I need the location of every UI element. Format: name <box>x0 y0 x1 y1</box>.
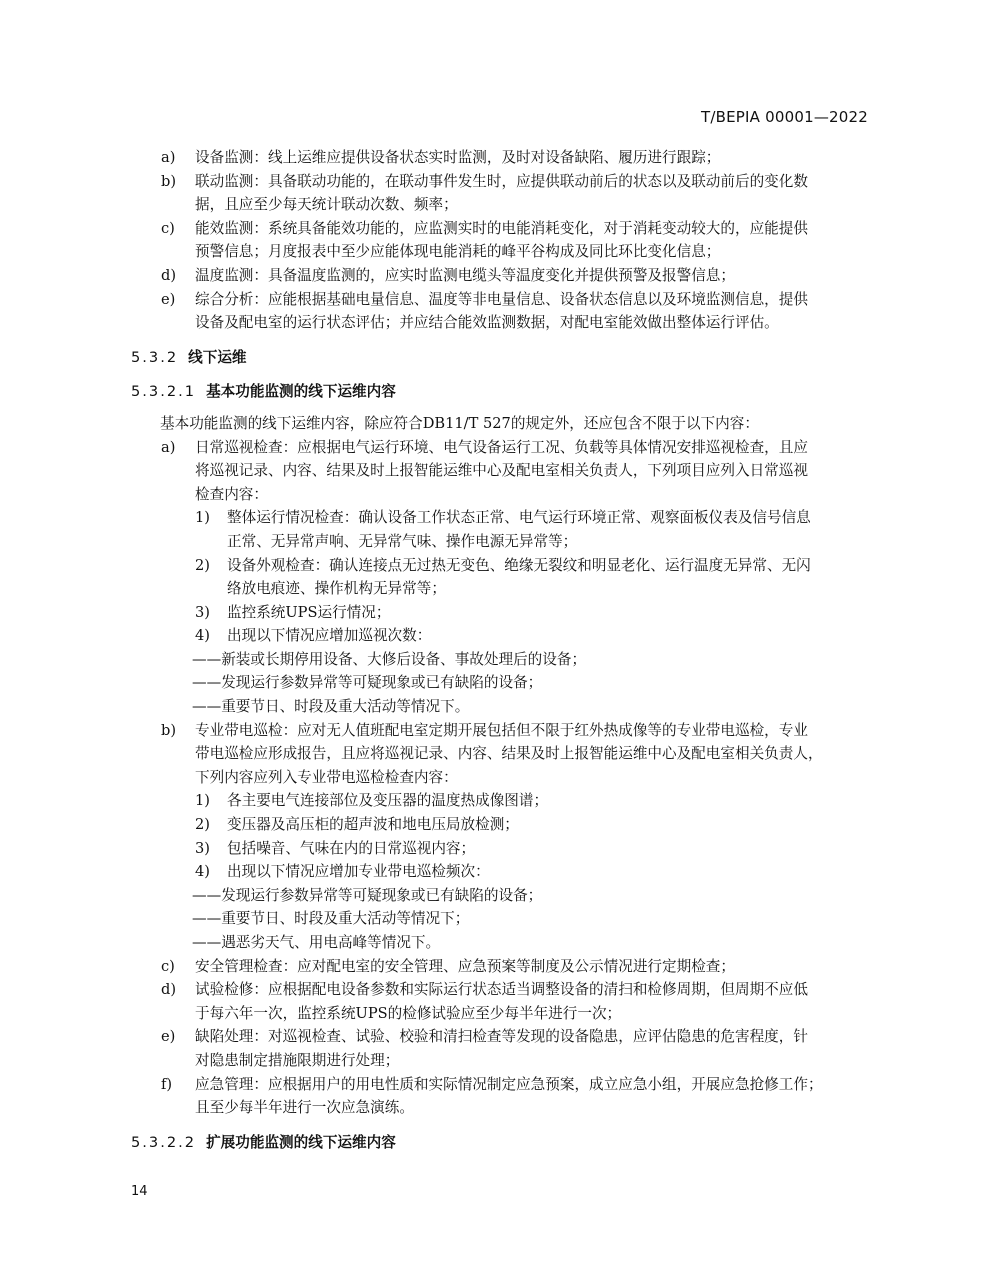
sub-text: 正常、无异常声响、无异常气味、操作电源无异常等； <box>227 532 578 550</box>
sub-text: 络放电痕迹、操作机构无异常等； <box>227 580 446 598</box>
sub-label: 4) <box>195 863 210 881</box>
item-text-cont <box>131 1096 871 1120</box>
dash-text: ——发现运行参数异常等可疑现象或已有缺陷的设备； <box>192 674 543 692</box>
item-text: 带电巡检应形成报告，且应将巡视记录、内容、结果及时上报智能运维中心及配电室相关负责人， <box>195 745 823 763</box>
dash-text: ——新装或长期停用设备、大修后设备、事故处理后的设备； <box>192 650 587 668</box>
item-text: 联动监测：具备联动功能的，在联动事件发生时，应提供联动前后的状态以及联动前后的变化数 <box>195 172 808 190</box>
list-item-live-inspection <box>131 719 871 955</box>
sub-text-cont <box>131 530 871 554</box>
list-item <box>131 170 871 194</box>
sub-text: 出现以下情况应增加专业带电巡检频次： <box>227 863 490 881</box>
item-text: 日常巡视检查：应根据电气运行环境、电气设备运行工况、负载等具体情况安排巡视检查，且应 <box>195 438 808 456</box>
section-title: 基本功能监测的线下运维内容 <box>206 383 396 401</box>
sub-item <box>131 624 871 648</box>
section-heading-5-3-2-2 <box>131 1131 871 1155</box>
sub-label: 1) <box>195 509 210 527</box>
section-heading-5-3-2-1 <box>131 380 871 404</box>
item-label: c) <box>161 219 175 237</box>
item-text: 能效监测：系统具备能效功能的，应监测实时的电能消耗变化，对于消耗变动较大的，应能提供 <box>195 219 808 237</box>
list-tail <box>131 955 871 1120</box>
section-title: 扩展功能监测的线下运维内容 <box>206 1133 396 1151</box>
sub-item <box>131 601 871 625</box>
item-label: e) <box>161 290 176 308</box>
item-text-cont <box>131 311 871 335</box>
dash-item <box>131 648 871 672</box>
item-label: b) <box>161 721 177 739</box>
item-text: 据，且应至少每天统计联动次数、频率； <box>195 196 458 214</box>
item-text-cont <box>131 459 871 483</box>
list-item <box>131 146 871 170</box>
item-label: a) <box>161 438 176 456</box>
item-text: 缺陷处理：对巡视检查、试验、校验和清扫检查等发现的设备隐患，应评估隐患的危害程度，针 <box>195 1028 808 1046</box>
item-text-cont <box>131 742 871 766</box>
list-item <box>131 288 871 312</box>
item-text: 将巡视记录、内容、结果及时上报智能运维中心及配电室相关负责人，下列项目应列入日常巡视 <box>195 462 808 480</box>
item-text-cont <box>131 240 871 264</box>
item-text: 预警信息；月度报表中至少应能体现电能消耗的峰平谷构成及同比环比变化信息； <box>195 243 721 261</box>
item-text-cont <box>131 1002 871 1026</box>
list-online-monitoring <box>131 146 871 335</box>
sub-item <box>131 837 871 861</box>
sub-item <box>131 860 871 884</box>
list-item-daily-inspection <box>131 436 871 719</box>
dash-text: ——重要节日、时段及重大活动等情况下； <box>192 910 470 928</box>
sub-text: 整体运行情况检查：确认设备工作状态正常、电气运行环境正常、观察面板仪表及信号信息 <box>227 509 811 527</box>
section-number: 5.3.2 <box>131 348 179 366</box>
sub-label: 3) <box>195 839 210 857</box>
sub-item <box>131 789 871 813</box>
item-text: 于每六年一次，监控系统UPS的检修试验应至少每半年进行一次； <box>195 1004 622 1022</box>
dash-text: ——重要节日、时段及重大活动等情况下。 <box>192 698 470 716</box>
list-item <box>131 1025 871 1049</box>
section-number: 5.3.2.1 <box>131 383 197 401</box>
item-text: 综合分析：应能根据基础电量信息、温度等非电量信息、设备状态信息以及环境监测信息，提供 <box>195 290 808 308</box>
page-content <box>131 146 871 1154</box>
item-label: a) <box>161 149 176 166</box>
item-label: c) <box>161 957 175 975</box>
sub-text: 设备外观检查：确认连接点无过热无变色、绝缘无裂纹和明显老化、运行温度无异常、无闪 <box>227 556 811 574</box>
sub-text-cont <box>131 577 871 601</box>
item-text: 设备监测：线上运维应提供设备状态实时监测，及时对设备缺陷、履历进行跟踪； <box>195 149 721 166</box>
sub-label: 2) <box>195 816 210 834</box>
sub-text: 监控系统UPS运行情况； <box>227 603 391 621</box>
item-text-cont <box>131 483 871 507</box>
list-item <box>131 217 871 241</box>
item-label: d) <box>161 266 177 284</box>
item-text-cont <box>131 766 871 790</box>
section-title: 线下运维 <box>188 348 247 366</box>
dash-item <box>131 907 871 931</box>
item-text-cont <box>131 193 871 217</box>
sub-label: 1) <box>195 792 210 810</box>
item-text: 安全管理检查：应对配电室的安全管理、应急预案等制度及公示情况进行定期检查； <box>195 957 735 975</box>
dash-item <box>131 695 871 719</box>
item-text: 对隐患制定措施限期进行处理； <box>195 1051 400 1069</box>
list-item <box>131 719 871 743</box>
sub-text: 包括噪音、气味在内的日常巡视内容； <box>227 839 476 857</box>
sub-item <box>131 813 871 837</box>
item-text: 试验检修：应根据配电设备参数和实际运行状态适当调整设备的清扫和检修周期，但周期不应低 <box>195 981 808 999</box>
sub-text: 各主要电气连接部位及变压器的温度热成像图谱； <box>227 792 549 810</box>
item-label: d) <box>161 981 177 999</box>
dash-item <box>131 884 871 908</box>
sub-label: 3) <box>195 603 210 621</box>
item-label: b) <box>161 172 177 190</box>
section-number: 5.3.2.2 <box>131 1133 197 1151</box>
dash-item <box>131 671 871 695</box>
item-text: 检查内容： <box>195 485 268 503</box>
paragraph-text: 基本功能监测的线下运维内容，除应符合DB11/T 527的规定外，还应包含不限于以下内容： <box>160 414 759 432</box>
intro-paragraph <box>131 412 871 436</box>
list-item <box>131 264 871 288</box>
sub-item <box>131 506 871 530</box>
dash-item <box>131 931 871 955</box>
section-heading-5-3-2 <box>131 346 871 370</box>
list-item <box>131 1073 871 1097</box>
dash-text: ——发现运行参数异常等可疑现象或已有缺陷的设备； <box>192 886 543 904</box>
dash-text: ——遇恶劣天气、用电高峰等情况下。 <box>192 934 441 951</box>
list-item <box>131 978 871 1002</box>
sub-label: 2) <box>195 556 210 574</box>
item-text: 专业带电巡检：应对无人值班配电室定期开展包括但不限于红外热成像等的专业带电巡检，专业 <box>195 721 808 739</box>
item-text: 下列内容应列入专业带电巡检检查内容： <box>195 768 458 786</box>
item-label: e) <box>161 1028 176 1046</box>
list-item <box>131 955 871 979</box>
item-text: 温度监测：具备温度监测的，应实时监测电缆头等温度变化并提供预警及报警信息； <box>195 266 735 284</box>
standard-code: T/BEPIA 00001—2022 <box>701 108 868 126</box>
item-text: 设备及配电室的运行状态评估；并应结合能效监测数据，对配电室能效做出整体运行评估。 <box>195 314 779 332</box>
item-text-cont <box>131 1049 871 1073</box>
item-text: 且至少每半年进行一次应急演练。 <box>195 1099 414 1117</box>
item-text: 应急管理：应根据用户的用电性质和实际情况制定应急预案，成立应急小组，开展应急抢修工作； <box>195 1075 823 1093</box>
sub-item <box>131 554 871 578</box>
item-label: f) <box>161 1075 173 1093</box>
sub-text: 变压器及高压柜的超声波和地电压局放检测； <box>227 816 519 834</box>
page-number: 14 <box>131 1184 148 1199</box>
sub-label: 4) <box>195 627 210 645</box>
sub-text: 出现以下情况应增加巡视次数： <box>227 627 432 645</box>
list-item <box>131 436 871 460</box>
